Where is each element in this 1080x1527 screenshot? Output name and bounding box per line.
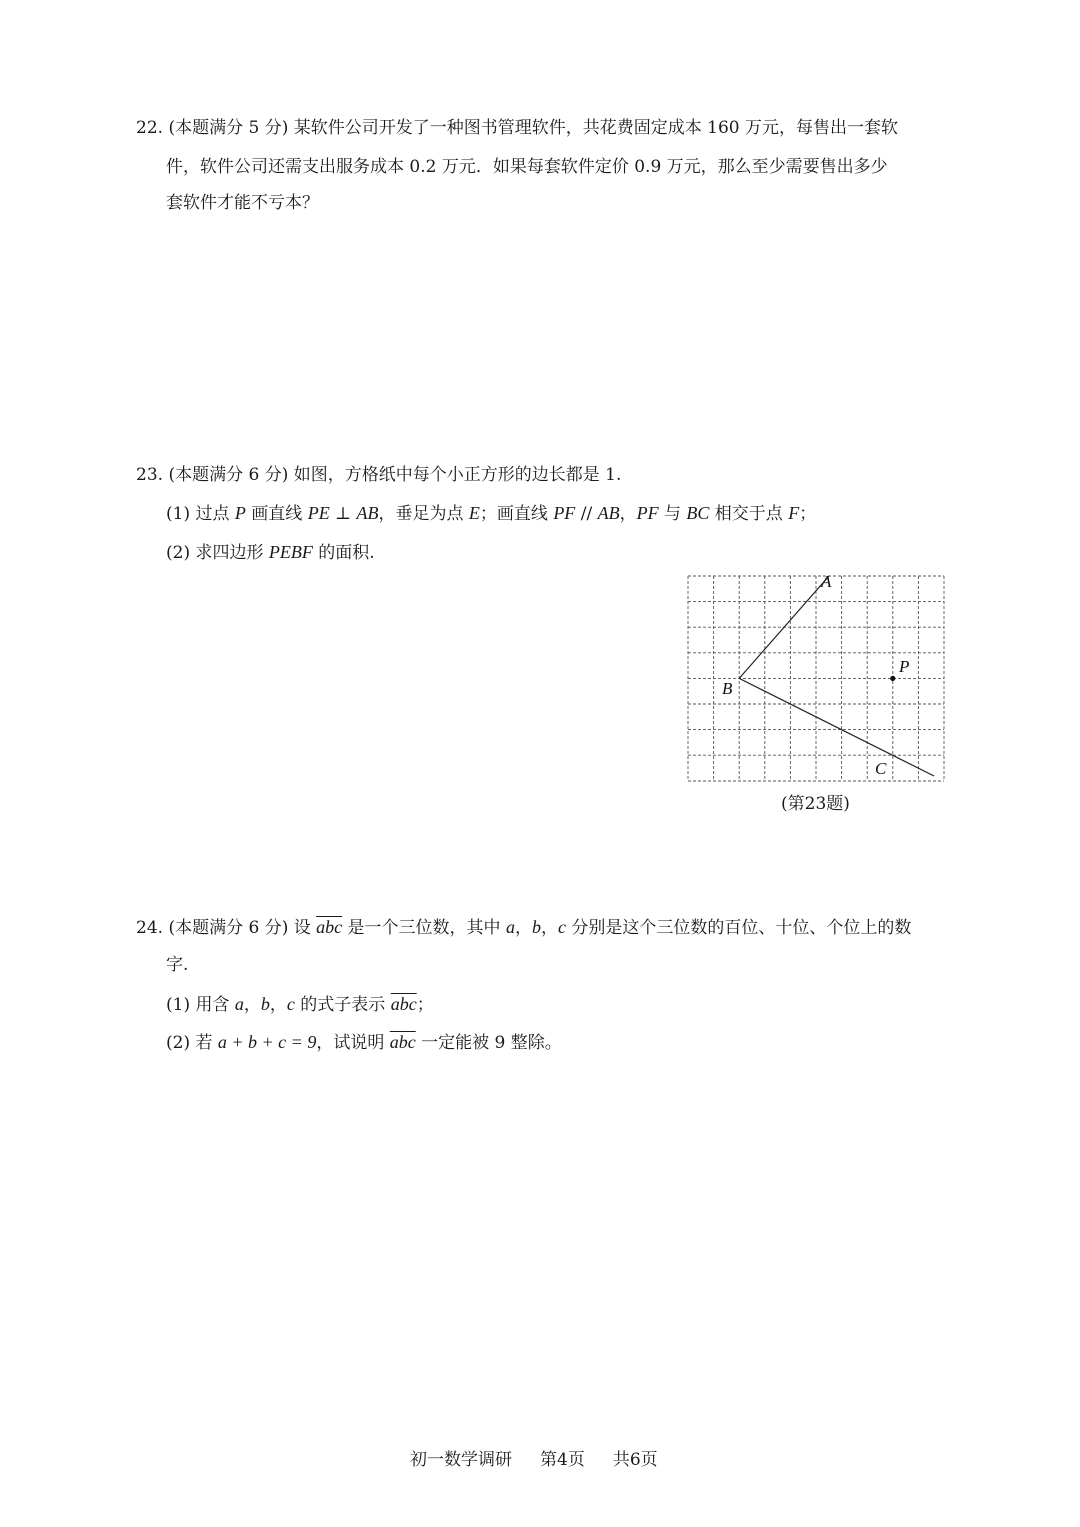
text-run: ，试说明 [316,1033,390,1053]
footer-page-number: 第4页 [540,1450,585,1470]
q24-part-1 [166,992,434,1017]
text-run: 画直线 [245,504,308,524]
text-run: ；画直线 [479,504,554,524]
grid-figure [684,572,950,786]
point-p [890,676,895,681]
q22-line-3: 套软件才能不亏本？ [166,193,319,213]
math-overline: $\overline{abc}$ [316,917,343,937]
text-run: 的式子表示 [294,995,391,1015]
text-run: ， [243,995,261,1015]
math-var: a [505,917,515,937]
math-var: PEBF [268,542,313,562]
math-symbol: ⊥ [329,504,357,524]
q22-line-1: 22. (本题满分 5 分) 某软件公司开发了一种图书管理软件，共花费固定成本 160 万元，每售出一套软 [136,118,898,138]
math-symbol: // [575,504,598,524]
text-run: ； [416,995,434,1015]
math-var: F [788,503,800,523]
text-run: (2) 求四边形 [166,543,269,563]
math-var: AB [356,503,379,523]
math-expression: a + b + c = 9 [217,1032,317,1052]
label-b: B [722,679,733,698]
text-run: (1) 过点 [166,504,235,524]
label-p: P [899,657,910,676]
q23-part-2 [166,540,375,565]
math-var: AB [597,503,620,523]
text-run: 一定能被 9 整除。 [415,1033,562,1053]
math-var: BC [686,503,710,523]
text-run: 是一个三位数，其中 [342,918,506,938]
q23-intro: 23. (本题满分 6 分) 如图，方格纸中每个小正方形的边长都是 1. [136,465,622,485]
text-run: 相交于点 [709,504,789,524]
text-run: ， [269,995,287,1015]
text-run: 24. (本题满分 6 分) 设 [136,918,317,938]
math-overline: $\overline{abc}$ [390,994,417,1014]
q24-line-1 [136,915,911,940]
math-var: P [234,503,246,523]
math-var: PF [553,503,576,523]
label-a: A [821,572,832,591]
text-run: ，垂足为点 [378,504,469,524]
text-run: (1) 用含 [166,995,235,1015]
text-run: 与 [658,504,687,524]
math-overline: $\overline{abc}$ [389,1032,416,1052]
math-var: c [557,917,566,937]
math-var: PF [636,503,659,523]
segment-bc [739,678,934,776]
math-var: b [260,994,270,1014]
math-var: E [468,503,480,523]
footer-total-pages: 共6页 [612,1450,658,1470]
q22-line-2: 件，软件公司还需支出服务成本 0.2 万元．如果每套软件定价 0.9 万元，那么至少需要售出多少 [166,157,888,177]
q23-part-1 [166,501,816,526]
text-run: 分别是这个三位数的百位、十位、个位上的数 [565,918,912,938]
footer-title: 初一数学调研 [410,1450,512,1470]
math-var: PE [307,503,330,523]
math-var: b [531,917,541,937]
page-footer [410,1448,686,1472]
text-run: ， [619,504,637,524]
text-run: ； [799,504,817,524]
text-run: ， [514,918,532,938]
q24-line-2: 字. [166,955,189,975]
math-var: a [234,994,244,1014]
math-var: c [286,994,295,1014]
text-run: (2) 若 [166,1033,218,1053]
q24-part-2 [166,1030,562,1055]
figure-caption: (第23题) [781,794,850,814]
text-run: ， [540,918,558,938]
text-run: 的面积. [312,543,375,563]
label-c: C [875,759,887,778]
